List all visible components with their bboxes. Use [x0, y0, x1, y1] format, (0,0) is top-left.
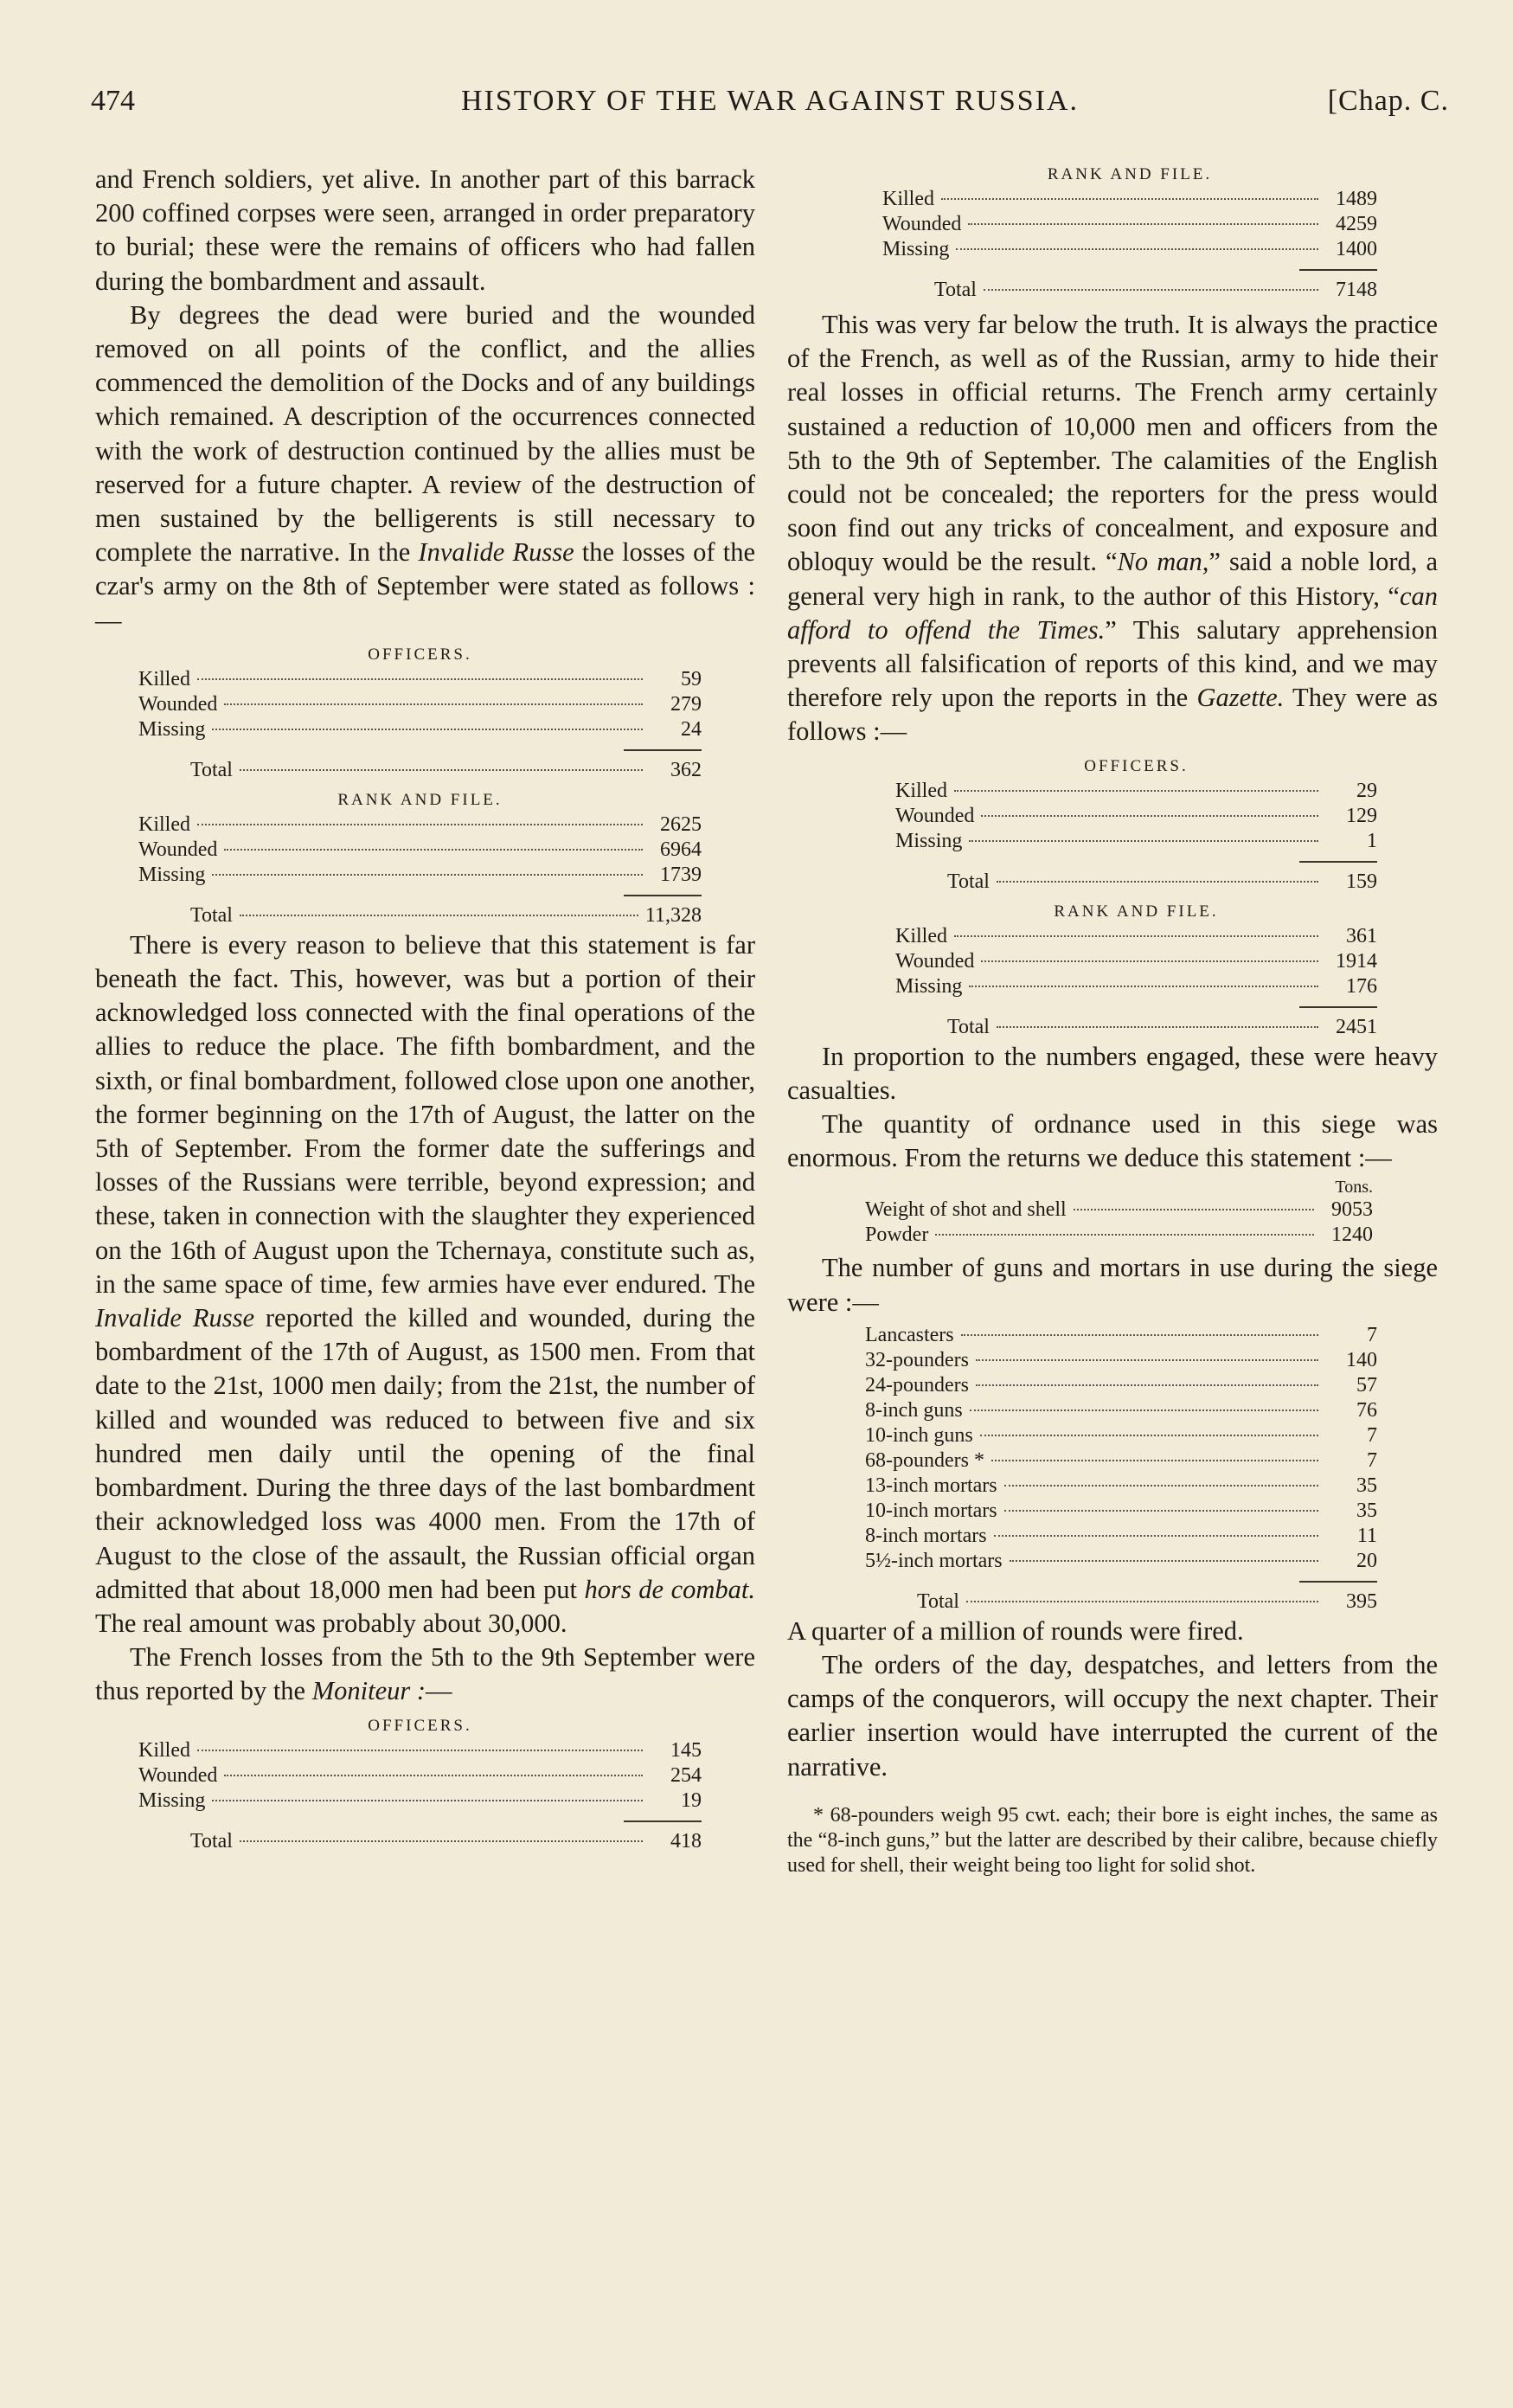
- table-total-row: Total 395: [917, 1589, 1377, 1613]
- footnote: [787, 1803, 1438, 1878]
- french-rank-table: [882, 163, 1377, 303]
- table-total-row: Total 159: [947, 870, 1377, 893]
- guns-table: [865, 1323, 1377, 1615]
- table-row: 5½-inch mortars 20: [865, 1549, 1377, 1572]
- table-row: Wounded 254: [138, 1763, 702, 1787]
- french-officers-table: [138, 1714, 702, 1854]
- table-row: Killed 1489: [882, 188, 1377, 210]
- total-rule: [1299, 1006, 1377, 1008]
- right-column: [787, 163, 1438, 1878]
- english-losses-table: [895, 755, 1377, 1040]
- table-row: Killed 145: [138, 1738, 702, 1762]
- table-row: Killed 361: [895, 924, 1377, 947]
- table-row: 10-inch mortars 35: [865, 1499, 1377, 1522]
- table-total-row: Total 7148: [934, 279, 1377, 301]
- table-row: 32-pounders 140: [865, 1348, 1377, 1371]
- paragraph: The number of guns and mortars in use during the siege were :—: [787, 1253, 1438, 1317]
- table-row: 10-inch guns 7: [865, 1423, 1377, 1447]
- running-title: HISTORY OF THE WAR AGAINST RUSSIA.: [460, 85, 1080, 117]
- table-row: Wounded 129: [895, 804, 1377, 827]
- footnote-text: * 68-pounders weigh 95 cwt. each; their bore is eight inches, the same as the “8-inch guns,” but the latter are described by their calibre, because chiefly used for shell, their weight being too light for solid shot.: [787, 1803, 1438, 1877]
- table-total-row: Total 2451: [947, 1015, 1377, 1038]
- page-number: 474: [91, 85, 135, 117]
- table-row: 24-pounders 57: [865, 1373, 1377, 1397]
- paragraph: The French losses from the 5th to the 9th September were thus reported by the Moniteur :—: [95, 1642, 755, 1706]
- table-row: Lancasters 7: [865, 1323, 1377, 1346]
- table-heading: OFFICERS.: [368, 1716, 472, 1735]
- table-row: 68-pounders * 7: [865, 1448, 1377, 1472]
- paragraph: The orders of the day, despatches, and letters from the camps of the conquerors, will occupy the next chapter. Their earlier insertion would have interrupted the current of the narrative.: [787, 1650, 1438, 1782]
- table-total-row: Total 418: [190, 1829, 702, 1853]
- table-row: Missing 1739: [138, 863, 702, 886]
- table-heading: OFFICERS.: [1084, 756, 1189, 775]
- table-row: Powder 1240: [865, 1223, 1373, 1247]
- table-row: Wounded 1914: [895, 949, 1377, 973]
- russian-losses-table: [138, 643, 702, 928]
- table-row: Killed 59: [138, 667, 702, 690]
- table-row: 8-inch mortars 11: [865, 1524, 1377, 1547]
- table-row: Missing 1: [895, 829, 1377, 852]
- table-row: Missing 176: [895, 974, 1377, 998]
- paragraph: This was very far below the truth. It is always the practice of the French, as well as of the Russian, army to hide their real losses in official returns. The French army certainly sustained a reduction of 10,000 men and officers from the 5th to the 9th of September. The calamities of the English could not be concealed; the reporters for the press would soon find out any tricks of concealment, and exposure and obloquy would be the result. “No man,” said a noble lord, a general very high in rank, to the author of this History, “can afford to offend the Times.” This salutary apprehension prevents all falsification of reports of this kind, and we may therefore rely upon the reports in the Gazette. They were as follows :—: [787, 310, 1439, 747]
- table-heading: RANK AND FILE.: [1047, 165, 1213, 183]
- table-row: Killed 2625: [138, 812, 702, 836]
- table-row: Weight of shot and shell 9053: [865, 1198, 1373, 1222]
- table-heading: RANK AND FILE.: [337, 790, 503, 809]
- total-rule: [624, 1820, 702, 1822]
- table-row: Missing 19: [138, 1788, 702, 1812]
- paragraph: There is every reason to believe that this statement is far beneath the fact. This, however, was but a portion of their acknowledged loss connected with the final operations of the allies to reduce the place. The fifth bombardment, and the sixth, or final bombardment, followed close upon one another, the former beginning on the 17th of August, the latter on the 5th of September. From the former date the sufferings and losses of the Russians were terrible, beyond expression; and these, taken in connection with the slaughter they experienced on the 16th of August upon the Tchernaya, constitute such as, in the same space of time, few armies have ever endured. The Invalide Russe reported the killed and wounded, during the bombardment of the 17th of August, as 1500 men. From that date to the 21st, 1000 men daily; from the 21st, the number of killed and wounded was reduced to between five and six hundred men daily until the opening of the final bombardment. During the three days of the last bombardment their acknowledged loss was 4000 men. From the 17th of August to the close of the assault, the Russian official organ admitted that about 18,000 men had been put hors de combat. The real amount was probably about 30,000.: [95, 929, 756, 1638]
- paragraph: By degrees the dead were buried and the wounded removed on all points of the conflict, and the allies commenced the demolition of the Docks and of any buildings which remained. A description of the occurrences connected with the work of destruction continued by the allies must be reserved for a future chapter. A review of the destruction of men sustained by the belligerents is still necessary to complete the narrative. In the Invalide Russe the losses of the czar's army on the 8th of September were stated as follows :—: [95, 299, 755, 635]
- ordnance-table: [865, 1177, 1373, 1248]
- total-rule: [624, 749, 702, 751]
- table-row: Missing 1400: [882, 238, 1377, 260]
- table-row: Wounded 4259: [882, 213, 1377, 235]
- total-rule: [1299, 1581, 1377, 1583]
- chapter-label: [Chap. C.: [1327, 85, 1449, 117]
- paragraph: and French soldiers, yet alive. In another part of this barrack 200 coffined corpses were seen, arranged in order preparatory to burial; these were the remains of officers who had fallen during the bombardment and assault.: [95, 164, 755, 296]
- paragraph: A quarter of a million of rounds were fired.: [787, 1615, 1244, 1646]
- paragraph: The quantity of ordnance used in this siege was enormous. From the returns we deduce this statement :—: [787, 1109, 1438, 1173]
- table-total-row: Total 11,328: [190, 903, 702, 927]
- table-total-row: Total 362: [190, 758, 702, 781]
- table-row: 8-inch guns 76: [865, 1398, 1377, 1422]
- table-heading: RANK AND FILE.: [1054, 902, 1219, 921]
- left-column: [95, 163, 755, 1854]
- table-row: Missing 24: [138, 717, 702, 741]
- table-heading: OFFICERS.: [368, 645, 472, 664]
- paragraph: In proportion to the numbers engaged, these were heavy casualties.: [787, 1041, 1438, 1105]
- table-row: Killed 29: [895, 779, 1377, 802]
- running-header: [91, 85, 1449, 132]
- total-rule: [1299, 269, 1377, 271]
- table-row: 13-inch mortars 35: [865, 1474, 1377, 1497]
- table-row: Wounded 6964: [138, 838, 702, 861]
- total-rule: [624, 895, 702, 896]
- total-rule: [1299, 861, 1377, 863]
- tons-heading: Tons.: [1335, 1178, 1373, 1198]
- table-row: Wounded 279: [138, 692, 702, 716]
